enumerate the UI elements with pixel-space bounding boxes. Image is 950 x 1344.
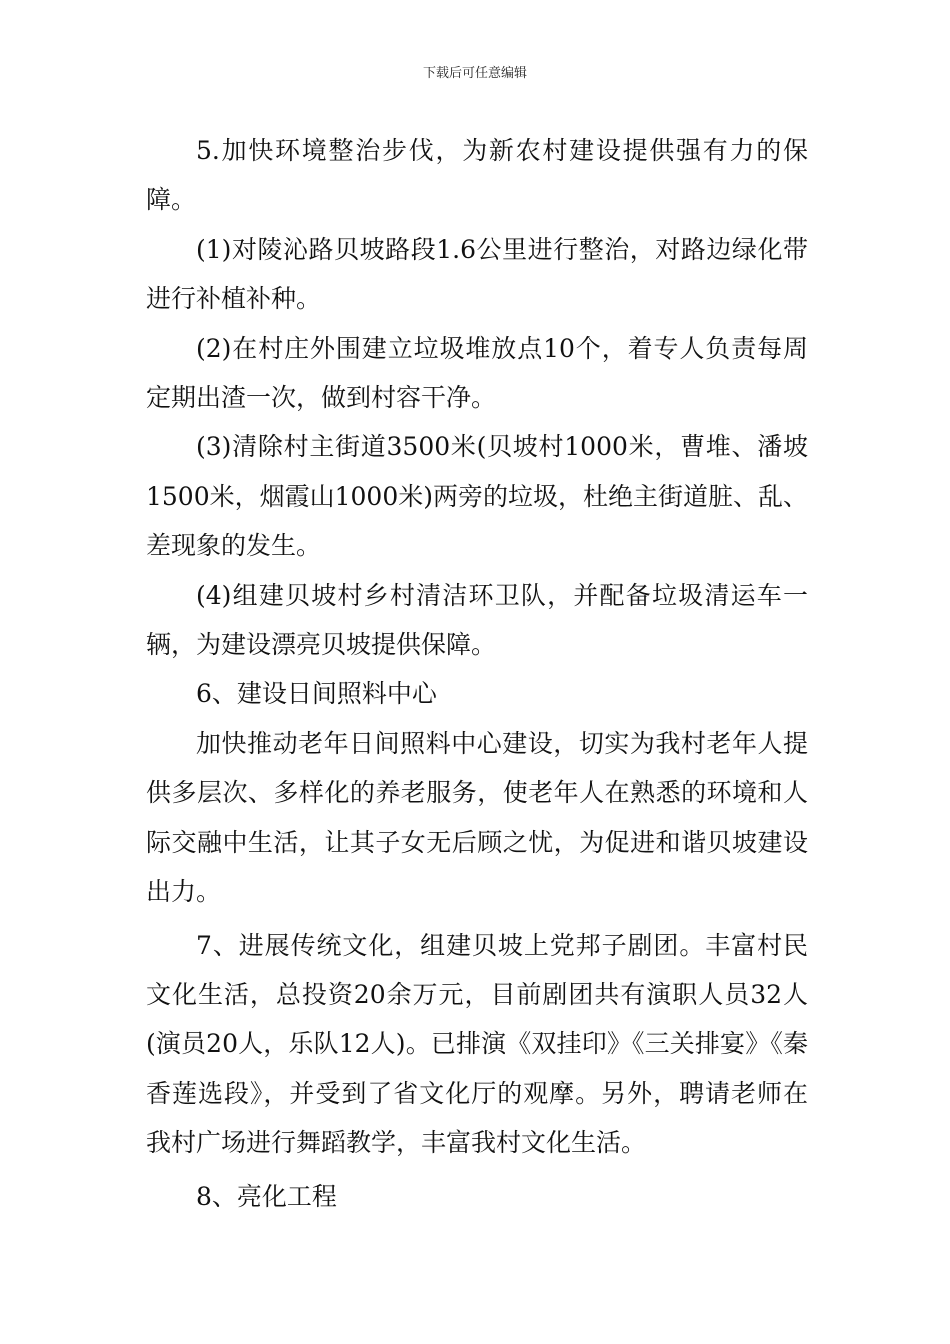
paragraph-item-3: (3)清除村主街道3500米(贝坡村1000米，曹堆、潘坡1500米，烟霞山1000米)两旁的垃圾，杜绝主街道脏、乱、差现象的发生。: [146, 432, 809, 561]
paragraph-item-1: (1)对陵沁路贝坡路段1.6公里进行整治，对路边绿化带进行补植补种。: [146, 234, 808, 314]
document-body: [146, 126, 808, 1221]
paragraph-item-4: (4)组建贝坡村乡村清洁环卫队，并配备垃圾清运车一辆，为建设漂亮贝坡提供保障。: [146, 580, 808, 660]
heading-section-6: 6、建设日间照料中心: [196, 679, 437, 709]
paragraph-section-5: 5.加快环境整治步伐，为新农村建设提供强有力的保障。: [146, 136, 808, 215]
heading-section-8: 8、亮化工程: [196, 1181, 337, 1211]
paragraph-section-7: 7、进展传统文化，组建贝坡上党邦子剧团。丰富村民文化生活，总投资20余万元，目前剧团共有演职人员32人(演员20人，乐队12人)。已排演《双挂印》《三关排宴》《秦香莲选段》，并受到了省文化厅的观摩。另外，聘请老师在我村广场进行舞蹈教学，丰富我村文化生活。: [146, 930, 808, 1158]
paragraph-item-2: (2)在村庄外围建立垃圾堆放点10个，着专人负责每周定期出渣一次，做到村容干净。: [146, 333, 808, 413]
page-header: 下载后可任意编辑: [422, 66, 527, 81]
paragraph-section-6-body: 加快推动老年日间照料中心建设，切实为我村老年人提供多层次、多样化的养老服务，使老年人在熟悉的环境和人际交融中生活，让其子女无后顾之忧，为促进和谐贝坡建设出力。: [146, 728, 808, 907]
